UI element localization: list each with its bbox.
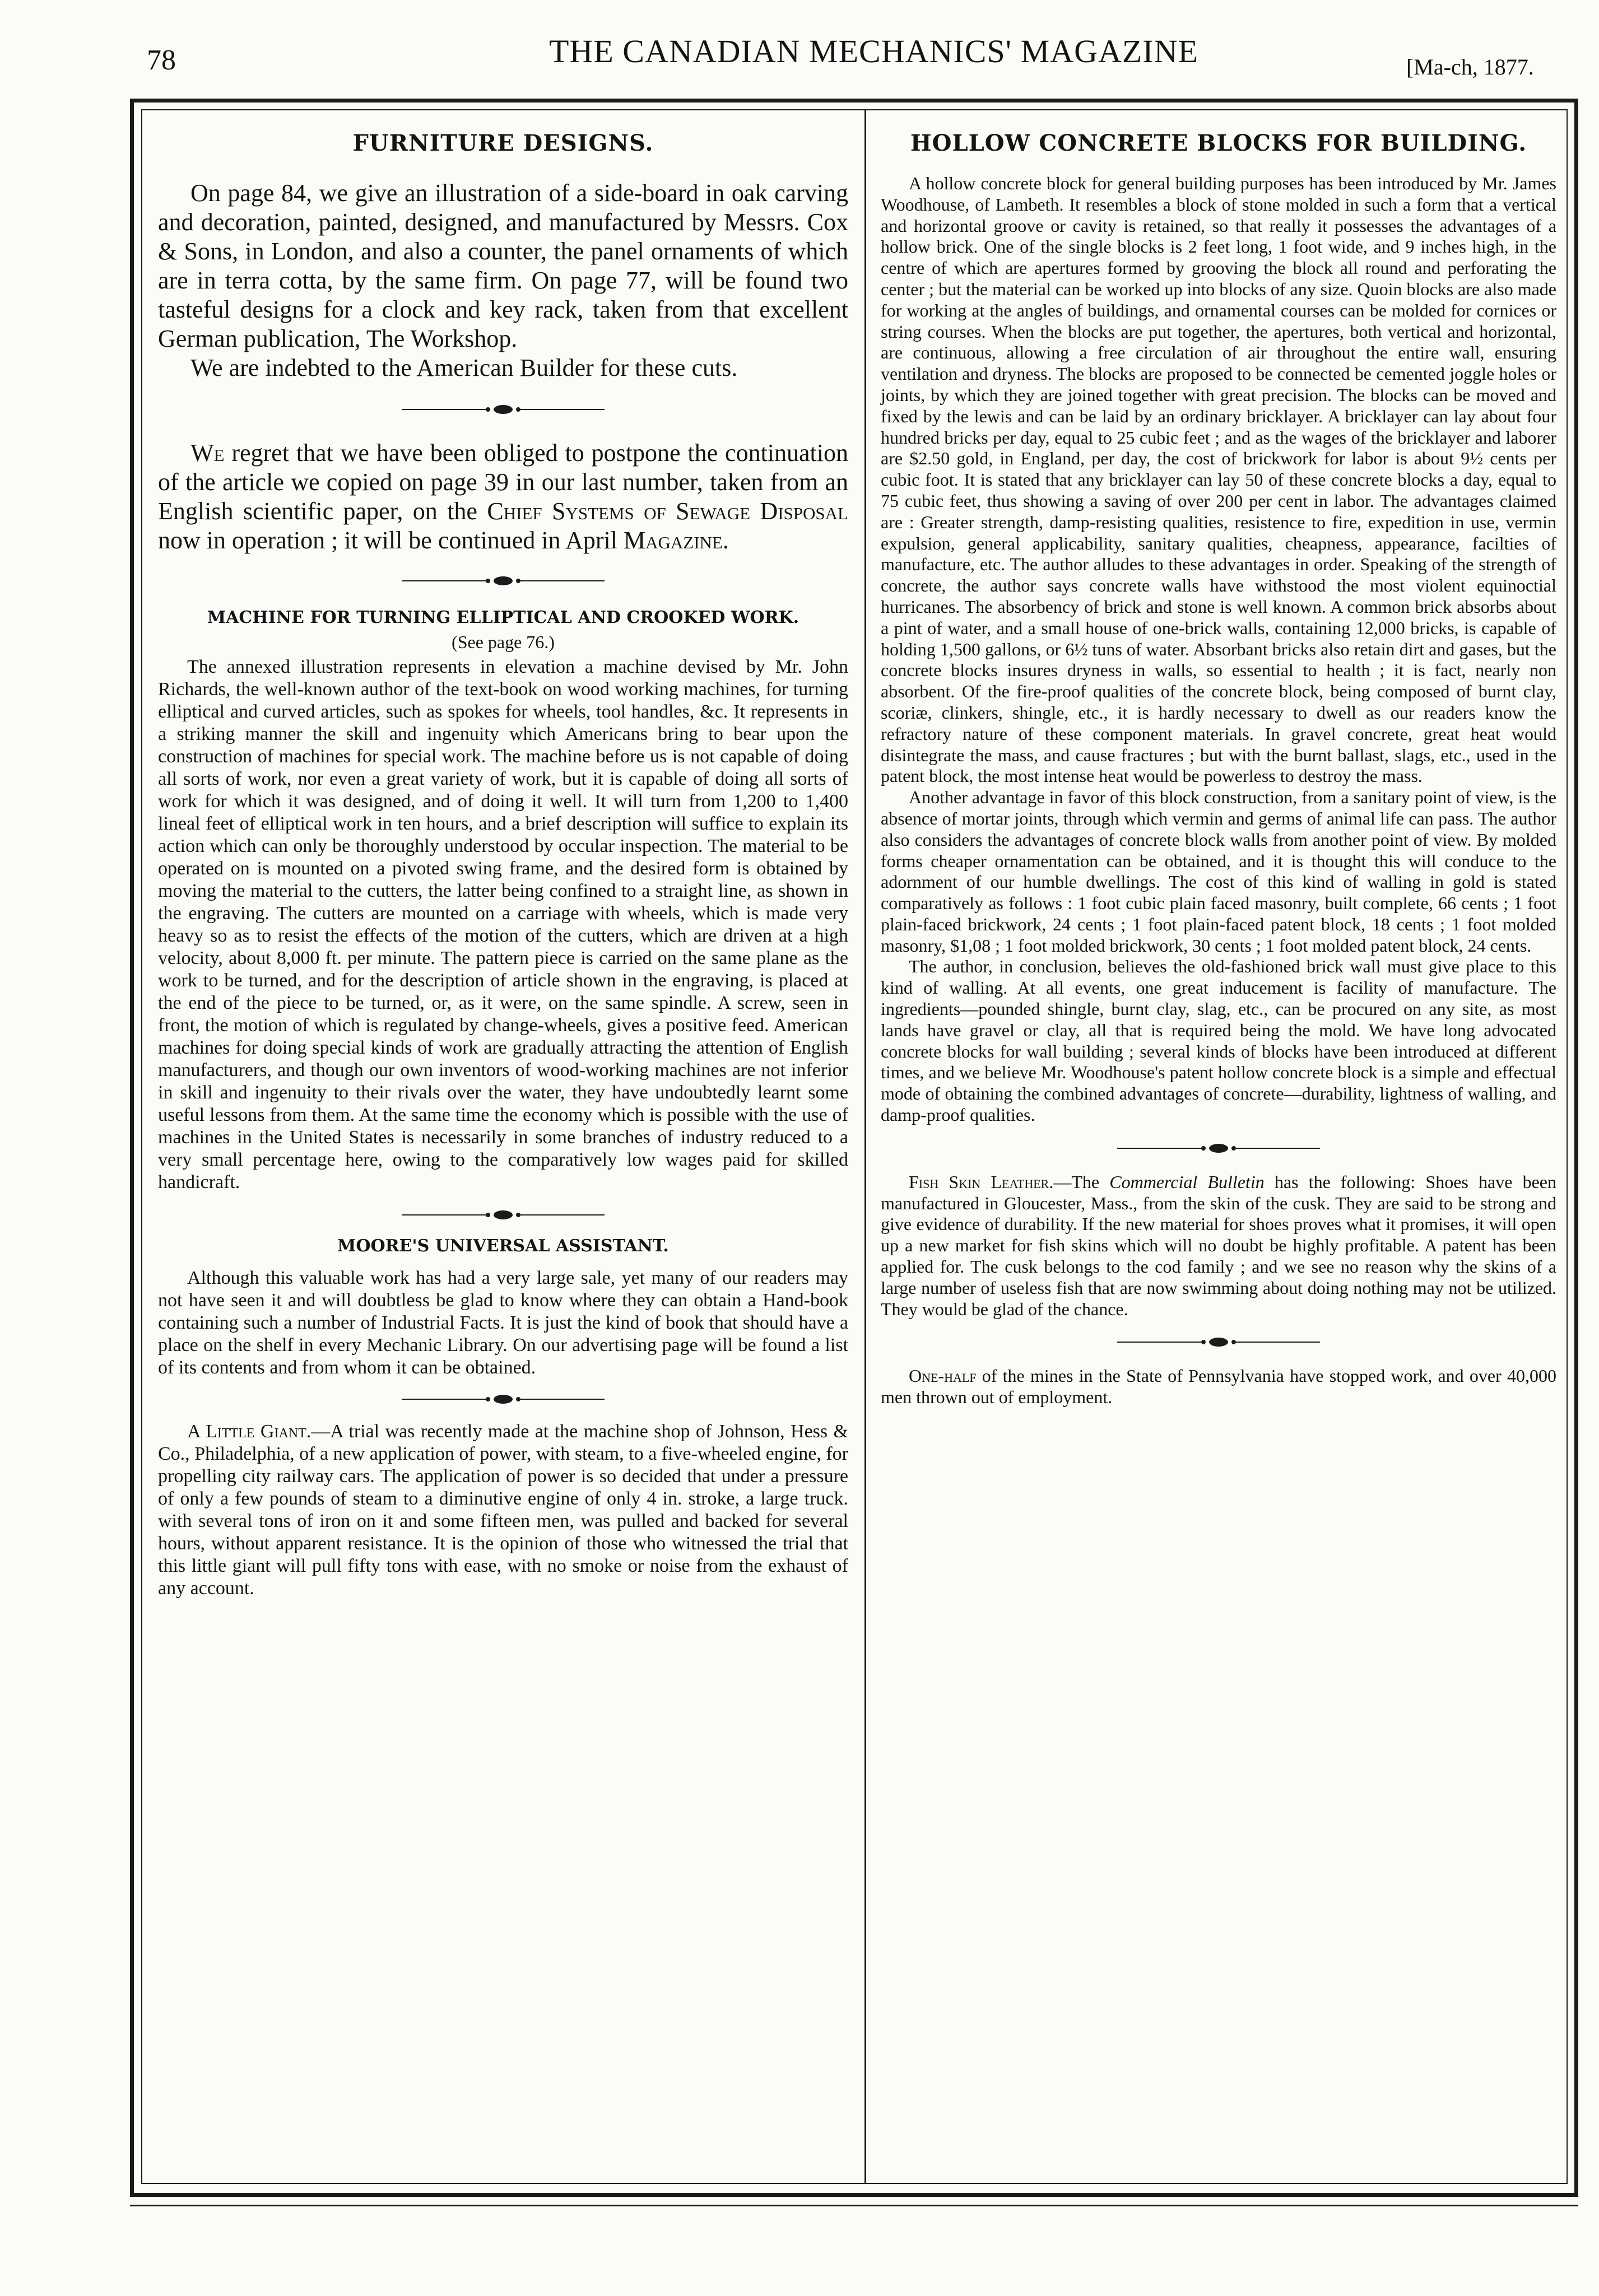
regret-text-1: regret that we have been obliged to postpone the continuation of the article we copied on page 39 in our last number, taken from an English scientific paper, on the (158, 439, 848, 525)
section-ornament (158, 1395, 848, 1404)
mines-body: of the mines in the State of Pennsylvania have stopped work, and over 40,000 men thrown out of employment. (881, 1366, 1556, 1408)
mines-paragraph (881, 1366, 1556, 1408)
regret-magazine: Magazine (624, 527, 723, 554)
right-column (881, 130, 1556, 1408)
page-number: 78 (147, 44, 176, 76)
furniture-paragraph-1: On page 84, we give an illustration of a side-board in oak carving and decoration, painted, designed, and manufactured by Messrs. Cox & Sons, in London, and also a counter, the panel ornaments of which are in terra cotta, by the same firm. On page 77, will be found two tasteful designs for a clock and key rack, taken from that excellent German publication, The Workshop. (158, 179, 848, 352)
regret-paragraph: We regret that we have been obliged to postpone the continuation of the article we copied on page 39 in our last number, taken from an English scientific paper, on the Chief Systems of Sewage Disposal now in operation ; it will be continued in April Magazine. (158, 439, 848, 554)
moore-body: Although this valuable work has had a very large sale, yet many of our readers may not have seen it and will doubtless be glad to know where they can obtain a Hand-book containing such a number of Industrial Facts. It is just the kind of book that should have a place on the shelf in every Mechanic Library. On our advertising page will be found a list of its contents and from whom it can be obtained. (158, 1268, 848, 1378)
section-ornament (158, 1210, 848, 1219)
concrete-paragraph-3: The author, in conclusion, believes the old-fashioned brick wall must give place to this kind of walling. At all events, one great inducement is facility of manufacture. The ingredients—pounded shingle, burnt clay, slag, etc., can be procured on any site, as most lands have gravel or clay, all that is required being the mold. We have long advocated concrete blocks for wall building ; several kinds of blocks have been introduced at different times, and we believe Mr. Woodhouse's patent hollow concrete block is a simple and effectual mode of obtaining the combined advantages of concrete—durability, lightness of walling, and damp-proof qualities. (881, 956, 1556, 1125)
concrete-paragraph-1: A hollow concrete block for general building purposes has been introduced by Mr. James Woodhouse, of Lambeth. It resembles a block of stone molded in such a form that a vertical and horizontal groove or cavity is retained, so that really it possesses the advantages of a hollow brick. One of the single blocks is 2 feet long, 1 foot wide, and 9 inches high, in the centre of which are apertures formed by grooving the block all round and perforating the center ; but the material can be worked up into blocks of any size. Quoin blocks are also made for working at the angles of buildings, and ornamental courses can be molded for cornices or string courses. When the blocks are put together, the apertures, both vertical and horizontal, are continuous, allowing a free circulation of air throughout the entire wall, ensuring ventilation and dryness. The blocks are proposed to be connected be cemented joggle holes or joints, by which they are joined together with great precision. The blocks can be moved and fixed by the lewis and can be laid by an ordinary bricklayer. A bricklayer can lay about four hundred bricks per day, equal to 25 cubic feet ; and as the wages of the bricklayer and laborer are $2.50 gold, in England, per day, the cost of brickwork for labor is about 9½ cents per cubic foot. It is stated that any bricklayer can lay 50 of these concrete blocks a day, equal to 75 cubic feet, thus showing a saving of over 200 per cent in labor. The advantages claimed are : Greater strength, damp-resisting qualities, resistence to fire, expedition in use, vermin expulsion, general applicability, sanitary qualities, cheapness, appearance, facilties of manufacture, etc. The author alludes to these advantages in order. Speaking of the strength of concrete, the author says concrete walls have withstood the most violent equinoctial hurricanes. The absorbency of brick and stone is well known. A common brick absorbs about a pint of water, and a small house of one-brick walls, containing 12,000 bricks, is capable of holding 1,500 gallons, or 6½ tuns of water. Absorbant bricks also retain dirt and gases, but the concrete blocks insures dryness in walls, so essential to health ; it is fact, nearly non absorbent. Of the fire-proof qualities of the concrete block, being composed of burnt clay, scoriæ, clinkers, shingle, etc., it is hardly necessary to dwell as our readers know the refractory nature of these component materials. In gravel concrete, great heat would disintegrate the mass, and cause fractures ; but with the burnt ballast, slags, etc., used in the patent block, the most intense heat would be powerless to destroy the mass. (881, 173, 1556, 786)
issue-date: [Ma-ch, 1877. (1406, 54, 1534, 80)
section-ornament (881, 1338, 1556, 1347)
section-ornament (158, 576, 848, 585)
fish-skin-body: has the following: Shoes have been manufactured in Gloucester, Mass., from the skin of the cusk. They are said to be strong and give evidence of durability. If the new material for shoes proves what it promises, it will open up a new market for fish skins which will no doubt be highly profitable. A patent has been applied for. The cusk belongs to the cod family ; and we see no reason why the skins of a large number of useless fish that are now swimming about doing nothing may not be utilized. They would be glad of the chance. (881, 1171, 1556, 1319)
running-title: THE CANADIAN MECHANICS' MAGAZINE (549, 33, 1198, 69)
mines-lead: One-half (909, 1366, 977, 1386)
machine-subnote: (See page 76.) (452, 632, 555, 652)
concrete-paragraph-2: Another advantage in favor of this block construction, from a sanitary point of view, is the absence of mortar joints, through which vermin and germs of animal life can pass. The author also considers the advantages of concrete block walls from another point of view. By molded forms cheaper ornamentation can be obtained, and it is thought this will conduce to the adornment of our humble dwellings. The cost of this kind of walling in gold is stated comparatively as follows : 1 foot cubic plain faced masonry, built complete, 66 cents ; 1 foot plain-faced brickwork, 24 cents ; 1 foot plain-faced patent block, 18 cents ; 1 foot molded masonry, $1,08 ; 1 foot molded brickwork, 30 cents ; 1 foot molded patent block, 24 cents. (881, 787, 1556, 956)
section-ornament (881, 1144, 1556, 1153)
little-giant-lead: A Little Giant. (187, 1421, 312, 1442)
machine-heading: MACHINE FOR TURNING ELLIPTICAL AND CROOKED WORK. (207, 608, 800, 627)
little-giant-body: —A trial was recently made at the machine shop of Johnson, Hess & Co., Philadelphia, of a new application of power, with steam, to a five-wheeled engine, for propelling city railway cars. The application of power is so decided that under a pressure of only a few pounds of steam to a diminutive engine of only 4 in. stroke, a large truck. with several tons of iron on it and some fifteen men, was pulled and backed for several hours, without apparent resistance. It is the opinion of those who witnessed the trial that this little giant will pull fifty tons with ease, with no smoke or noise from the exhaust of any account. (158, 1421, 848, 1599)
section-ornament (158, 405, 848, 414)
fish-skin-lead: Fish Skin Leather. (909, 1171, 1054, 1192)
regret-lead: We (190, 439, 225, 467)
fish-skin-paragraph: Fish Skin Leather.—The Commercial Bulletin has the following: Shoes have been manufactured in Gloucester, Mass., from the skin of the cusk. They are said to be strong and give evidence of durability. If the new material for shoes proves what it promises, it will open up a new market for fish skins which will no doubt be highly profitable. A patent has been applied for. The cusk belongs to the cod family ; and we see no reason why the skins of a large number of useless fish that are now swimming about doing nothing may not be utilized. They would be glad of the chance. (881, 1171, 1556, 1319)
bottom-rule (130, 2205, 1578, 2206)
machine-body: The annexed illustration represents in elevation a machine devised by Mr. John Richards, the well-known author of the text-book on wood working machines, for turning elliptical and curved articles, such as spokes for wheels, tool handles, &c. It represents in a striking manner the skill and ingenuity which Americans bring to bear upon the construction of machines for special work. The machine before us is not capable of doing all sorts of work, nor even a great variety of work, but it is capable of doing all sorts of work for which it was designed, and of doing it well. It will turn from 1,200 to 1,400 lineal feet of elliptical work in ten hours, and a brief description will suffice to explain its action which can only be thoroughly understood by occular inspection. The material to be operated on is mounted on a pivoted swing frame, and the desired form is obtained by moving the material to the cutters, the latter being confined to a straight line, as shown in the engraving. The cutters are mounted on a carriage with wheels, which is made very heavy so as to resist the effects of the motion of the cutters, which are driven at a high velocity, about 8,000 ft. per minute. The pattern piece is carried on the same plane as the work to be turned, and for the description of article shown in the engraving, is placed at the end of the piece to be turned, or, as it were, on the same spindle. A screw, seen in front, the motion of which is regulated by change-wheels, gives a positive feed. American machines for doing special kinds of work are gradually attracting the attention of English manufacturers, and though our own inventors of wood-working machines are not inferior in skill and ingenuity to their rivals over the water, they have undoubtedly learnt some useful lessons from them. At the same time the economy which is possible with the use of machines in the United States is necessarily in some branches of industry reduced to a very small percentage here, owing to the comparatively low wages paid for skilled handicraft. (158, 656, 848, 1193)
concrete-heading: HOLLOW CONCRETE BLOCKS FOR BUILDING. (910, 130, 1527, 156)
moore-heading: MOORE'S UNIVERSAL ASSISTANT. (337, 1236, 669, 1256)
little-giant-paragraph (158, 1421, 848, 1600)
commercial-bulletin-title: Commercial Bulletin (1109, 1171, 1265, 1192)
regret-sewage-title: Chief Systems of Sewage Disposal (487, 497, 848, 525)
left-column (158, 130, 848, 1600)
column-divider (864, 109, 866, 2184)
furniture-heading: FURNITURE DESIGNS. (352, 130, 654, 156)
regret-text-2: now in operation ; it will be continued in April (158, 527, 624, 554)
furniture-paragraph-2: We are indebted to the American Builder for these cuts. (190, 354, 738, 381)
